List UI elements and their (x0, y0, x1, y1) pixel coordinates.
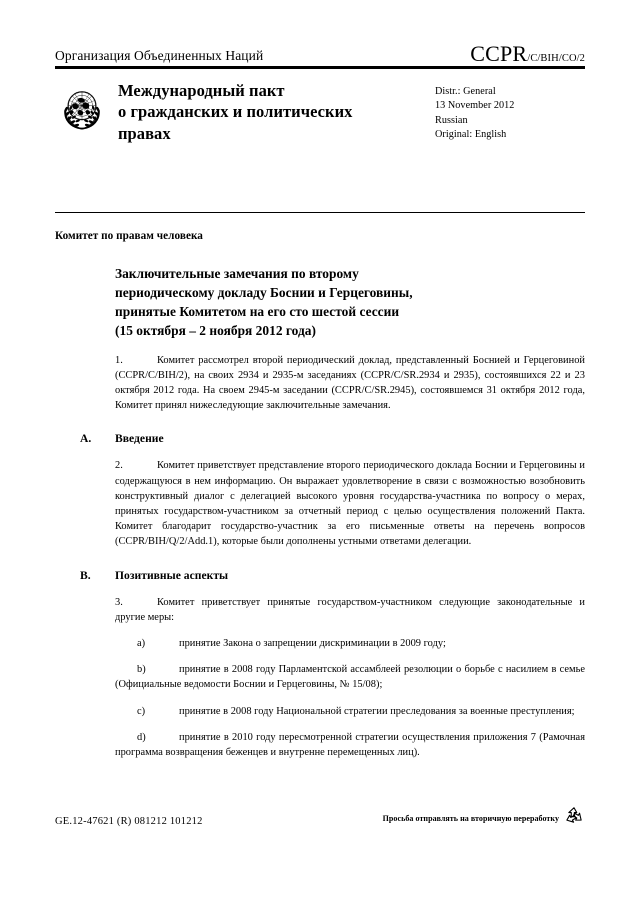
subparagraph-b-letter: b) (137, 664, 146, 676)
paragraph-3-text: Комитет приветствует принятые государством-участником следующие законодательные и другие меры: (115, 596, 585, 623)
masthead (55, 0, 585, 213)
subparagraph-d-text: принятие в 2010 году пересмотренной стратегии осуществления приложения 7 (Рамочная программа возвращения беженцев и внутренне перемещенных лиц). (115, 731, 585, 758)
document-symbol-main: CCPR (470, 41, 528, 66)
pact-title-line-1: Международный пакт (118, 80, 285, 100)
pact-title-line-2: о гражданских и политических (118, 102, 353, 122)
masthead-spacer (55, 166, 585, 212)
section-b-title: Позитивные аспекты (115, 568, 229, 582)
paragraph-3 (115, 582, 585, 625)
subparagraph-c (115, 693, 585, 719)
section-a-letter: A. (80, 432, 92, 446)
subparagraph-d-letter: d) (137, 731, 146, 743)
committee-name: Комитет по правам человека (55, 229, 203, 242)
subparagraph-c-letter: c) (137, 705, 146, 717)
page-title-line-3: принятые Комитетом на его сто шестой сессии (115, 303, 400, 319)
paragraph-1 (115, 340, 585, 414)
subparagraph-a-text: принятие Закона о запрещении дискриминации в 2009 году; (179, 637, 446, 649)
pact-title-line-3: правах (118, 124, 171, 144)
pact-title-block (55, 69, 585, 166)
masthead-rule-thin (55, 212, 585, 213)
section-heading-b (80, 550, 585, 582)
pact-title (109, 80, 435, 145)
masthead-top-row (55, 42, 585, 66)
page-footer (55, 805, 585, 827)
distribution-block (435, 80, 585, 143)
page-title-line-1: Заключительные замечания по второму (115, 265, 359, 281)
paragraph-2-number: 2. (115, 460, 123, 472)
subparagraph-c-text: принятие в 2008 году Национальной стратегии преследования за военные преступления; (179, 705, 575, 717)
document-symbol (470, 43, 585, 65)
paragraph-2-text: Комитет приветствует представление второго периодического доклада Боснии и Герцеговины и содержащуюся в нем информацию. Он выражает удовлетворение в связи с возможностью возобновить конструктивный диалог с делегацией высокого уровня государства-участника по вопросу о мерах, принятых государством-участником за отчетный период с целью осуществления положений Пакта. Комитет благодарит государство-участник за его письменные ответы на перечень вопросов (CCPR/BIH/Q/2/Add.1), которые были дополнены устными ответами делегации. (115, 460, 585, 548)
recycle-icon (563, 805, 585, 827)
un-emblem (55, 82, 109, 136)
paragraph-1-text: Комитет рассмотрел второй периодический доклад, представленный Боснией и Герцеговиной (CCPR/C/BIH/2), на своих 2934 и 2935-м заседаниях (CCPR/C/SR.2934 и 2935), состоявшихся 22 и 23 октября 2012 года. На своем 2945-м заседании (CCPR/C/SR.2945), состоявшемся 31 октября 2012 года, Комитет принял нижеследующие заключительные замечания. (115, 354, 585, 412)
section-b-letter: B. (80, 568, 91, 582)
page-title-line-2: периодическому докладу Боснии и Герцеговины, (115, 284, 413, 300)
organization-name: Организация Объединенных Наций (55, 48, 264, 64)
paragraph-1-number: 1. (115, 354, 123, 366)
job-number: GE.12-47621 (R) 081212 101212 (55, 816, 203, 827)
section-heading-a (80, 413, 585, 445)
page-title (115, 264, 585, 340)
paragraph-2 (115, 445, 585, 549)
distribution-type: Distr.: General (435, 85, 496, 97)
subparagraph-b-text: принятие в 2008 году Парламентской ассамблеей резолюции о борьбе с насилием в семье (Официальные ведомости Боснии и Герцеговины, № 15/08); (115, 664, 585, 691)
recycle-text: Просьба отправлять на вторичную переработку (382, 813, 559, 823)
document-language: Russian (435, 114, 468, 126)
document-date: 13 November 2012 (435, 100, 515, 112)
subparagraph-b (115, 651, 585, 692)
subparagraph-a-letter: a) (137, 637, 146, 649)
document-symbol-suffix: /C/BIH/CO/2 (527, 53, 585, 64)
subparagraph-d (115, 719, 585, 760)
recycle-notice (383, 805, 585, 827)
section-a-title: Введение (115, 432, 164, 446)
original-language: Original: English (435, 129, 507, 141)
subparagraph-a (115, 625, 585, 651)
document-content (55, 244, 585, 761)
page-title-line-4: (15 октября – 2 ноября 2012 года) (115, 322, 316, 338)
paragraph-3-number: 3. (115, 596, 123, 608)
